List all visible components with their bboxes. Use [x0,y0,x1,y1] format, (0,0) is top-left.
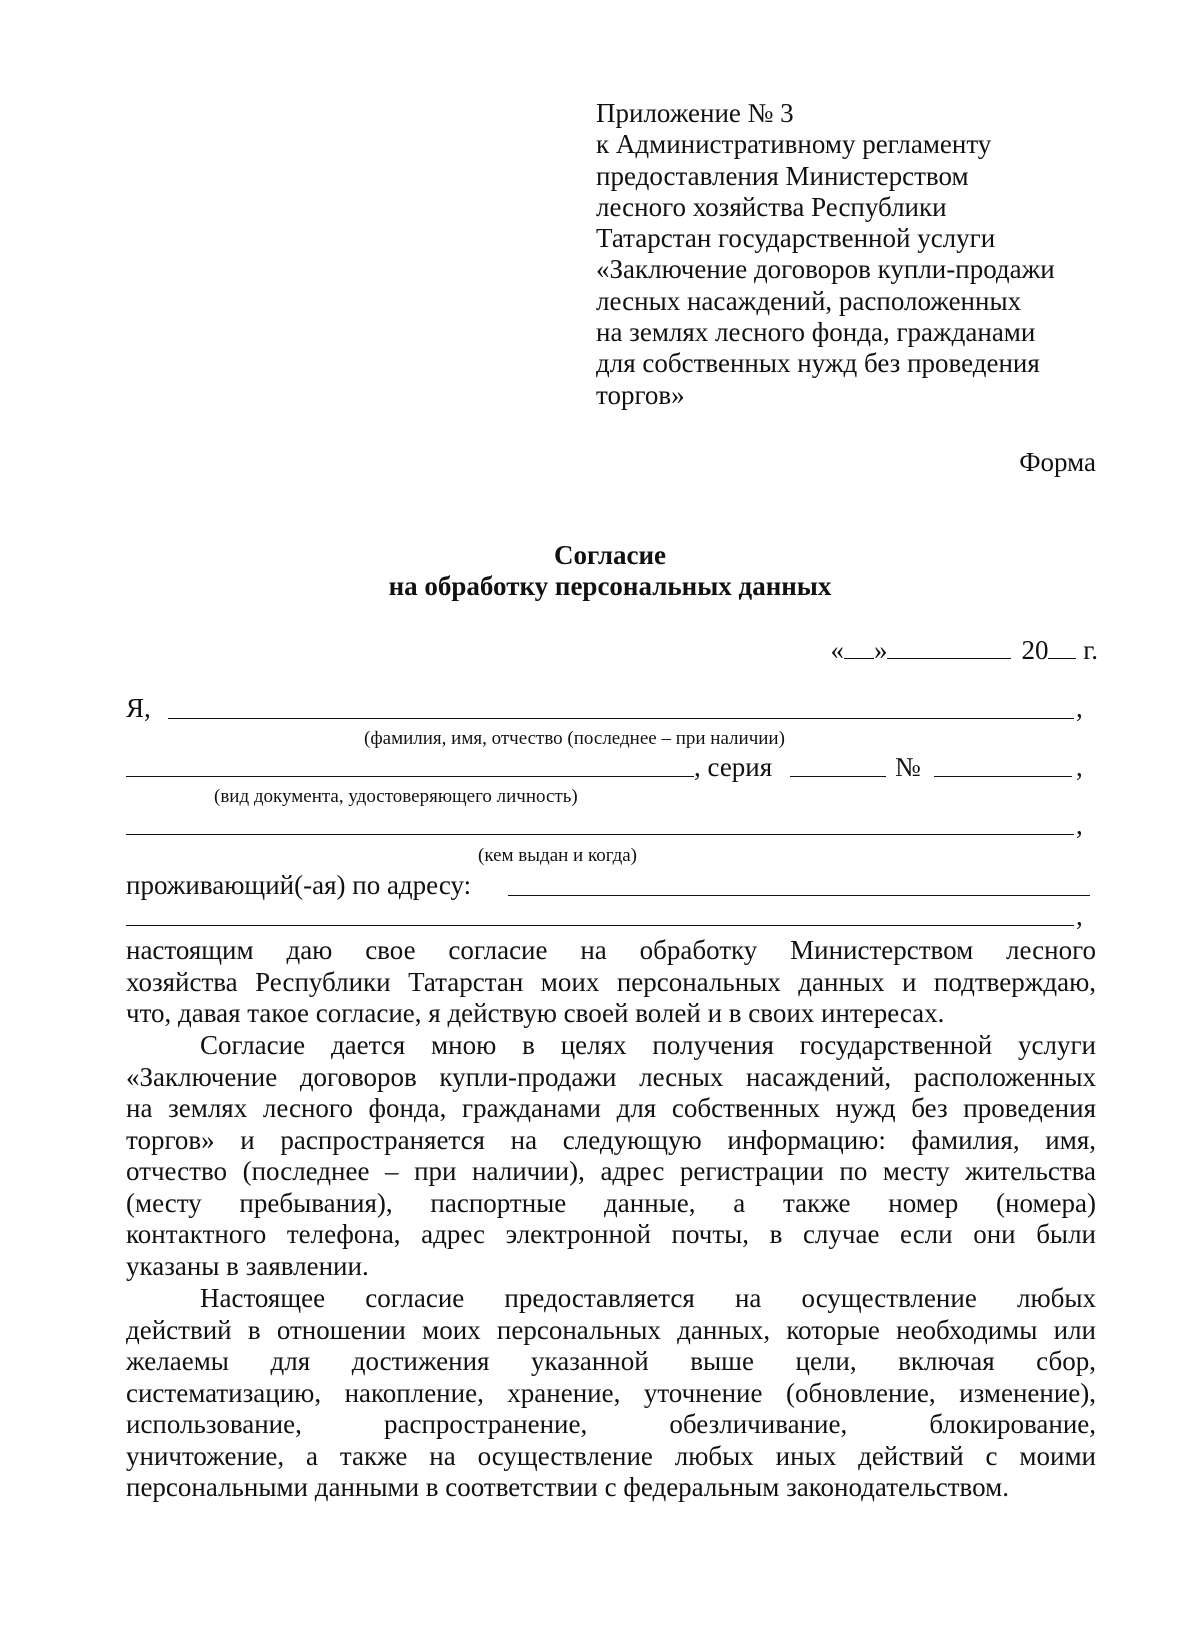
paragraph-line: уничтожение, а также на осуществление любых иных действий с моими [126,1440,1096,1471]
issued-caption: (кем выдан и когда) [478,845,638,866]
address-field-continued[interactable] [126,925,1074,926]
appendix-line: предоставления Министерством [596,160,969,191]
address-label: проживающий(-ая) по адресу: [126,870,472,900]
paragraph-line: отчество (последнее – при наличии), адрес регистрации по месту жительства [126,1156,1096,1186]
appendix-line: торгов» [596,379,685,410]
paragraph-purpose [126,1030,1096,1282]
issued-comma: , [1076,810,1083,840]
appendix-line: Приложение № 3 [596,98,794,128]
fio-field[interactable] [168,718,1074,719]
appendix-header [596,98,1116,411]
paragraph-line: «Заключение договоров купли-продажи лесных насаждений, расположенных [126,1061,1096,1092]
issued-by-field[interactable] [126,834,1074,835]
series-label: , серия [694,752,773,782]
paragraph-line: желаемы для достижения указанной выше цели, включая сбор, [126,1346,1096,1376]
number-field[interactable] [934,776,1072,777]
fio-caption: (фамилия, имя, отчество (последнее – при наличии) [364,728,785,749]
paragraph-line: действий в отношении моих персональных данных, которые необходимы или [126,1314,1096,1345]
day-blank[interactable] [844,634,874,659]
appendix-line: «Заключение договоров купли-продажи [596,254,1055,285]
paragraph-line: на землях лесного фонда, гражданами для собственных нужд без проведения [126,1093,1096,1123]
date-line [830,634,1098,666]
paragraph-line: хозяйства Республики Татарстан моих персональных данных и подтверждаю, [126,966,1096,997]
date-close-quote: » [873,635,888,665]
date-open-quote: « [830,635,844,665]
paragraph-line: что, давая такое согласие, я действую своей волей и в своих интересах. [126,998,945,1028]
month-blank[interactable] [887,634,1011,659]
document-title: Согласие [553,540,667,570]
number-comma: , [1076,752,1083,782]
appendix-line: лесного хозяйства Республики [596,191,947,222]
appendix-line: для собственных нужд без проведения [596,348,1040,379]
paragraph-actions [126,1283,1096,1504]
i-label: Я, [126,693,151,723]
paragraph-line: использование, распространение, обезличивание, блокирование, [126,1409,1096,1439]
address-comma: , [1076,901,1083,931]
appendix-line: на землях лесного фонда, гражданами [596,317,1036,348]
form-label: Форма [1019,447,1096,477]
document-caption: (вид документа, удостоверяющего личность) [214,786,578,807]
series-field[interactable] [790,776,886,777]
paragraph-line: указаны в заявлении. [126,1250,369,1281]
year-prefix: 20 [1021,635,1049,665]
paragraph-line: Настоящее согласие предоставляется на осуществление любых [200,1283,1096,1313]
paragraph-line: торгов» и распространяется на следующую информацию: фамилия, имя, [126,1124,1096,1155]
appendix-line: лесных насаждений, расположенных [596,285,1022,316]
year-blank[interactable] [1048,634,1076,659]
paragraph-line: настоящим даю свое согласие на обработку Министерством лесного [126,935,1096,965]
paragraph-line: Согласие дается мною в целях получения государственной услуги [200,1030,1096,1060]
paragraph-line: персональными данными в соответствии с федеральным законодательством. [126,1472,1009,1502]
paragraph-consent [126,935,1096,1030]
paragraph-line: систематизацию, накопление, хранение, уточнение (обновление, изменение), [126,1377,1096,1408]
year-suffix: г. [1076,635,1098,665]
appendix-line: к Административному регламенту [596,129,992,160]
appendix-line: Татарстан государственной услуги [596,223,996,254]
document-subtitle: на обработку персональных данных [388,571,832,601]
address-field[interactable] [508,895,1090,896]
paragraph-line: контактного телефона, адрес электронной почты, в случае если они были [126,1219,1096,1249]
number-label: № [895,752,921,782]
paragraph-line: (месту пребывания), паспортные данные, а также номер (номера) [126,1187,1096,1218]
fio-comma: , [1076,693,1083,723]
document-type-field[interactable] [126,776,694,777]
